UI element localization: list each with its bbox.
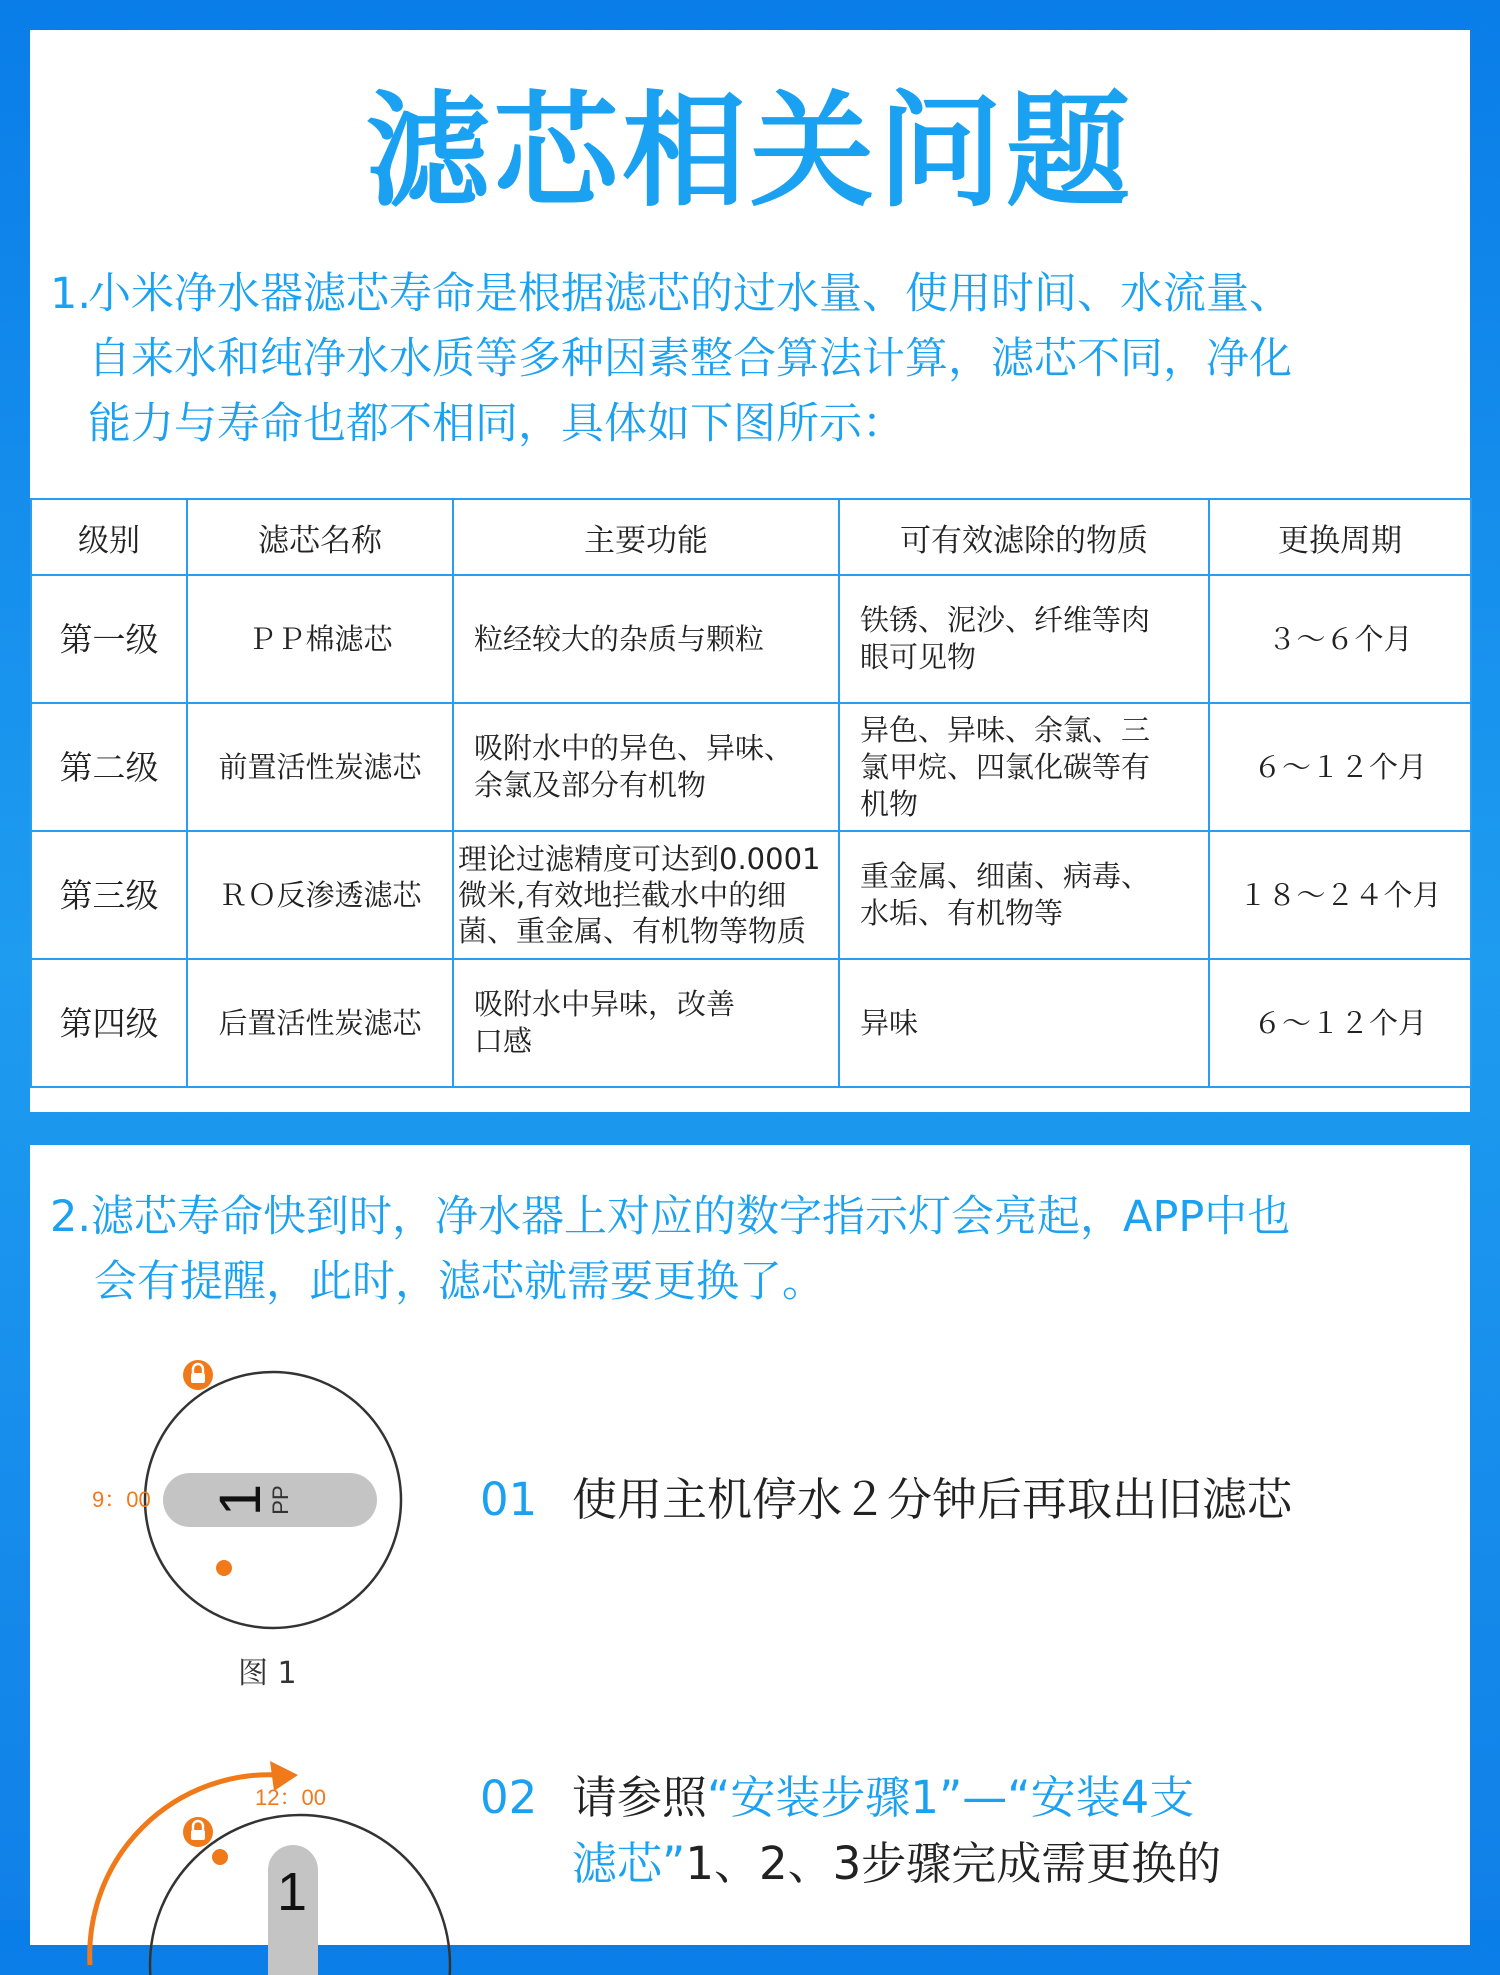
- cell-level: 第三级: [31, 831, 187, 959]
- cell-line: 水垢、有机物等: [860, 896, 1064, 930]
- indicator-dot: [212, 1849, 228, 1865]
- cell-line: 粒经较大的杂质与颗粒: [474, 621, 765, 656]
- table-row: [31, 575, 1471, 703]
- spacer-cell: [1209, 1087, 1471, 1116]
- header-level: 级别: [31, 499, 187, 575]
- section2-number: 2.: [50, 1192, 92, 1242]
- filter-table: [30, 498, 1472, 1116]
- figure2-dial: [70, 1735, 470, 1975]
- replacement-card: [30, 1145, 1470, 1945]
- dial2-time-label: 12：00: [255, 1785, 326, 1810]
- cell-line: 异味: [860, 1005, 919, 1040]
- cell-period: ６～１２个月: [1209, 959, 1471, 1087]
- cell-line: 口感: [474, 1024, 533, 1058]
- cell-line: 余氯及部分有机物: [474, 768, 707, 802]
- table-row: [31, 831, 1471, 959]
- step1: [480, 1467, 1292, 1533]
- step1-number: 01: [480, 1473, 538, 1526]
- cell-line: 氯甲烷、四氯化碳等有: [860, 749, 1151, 784]
- figure1-caption: 图 1: [238, 1656, 297, 1691]
- section2-line: 会有提醒，此时，滤芯就需要更换了。: [94, 1257, 825, 1307]
- cell-name: ＲＯ反渗透滤芯: [187, 831, 453, 959]
- cell-level: 第二级: [31, 703, 187, 831]
- cell-line: 理论过滤精度可达到0.0001: [458, 842, 821, 876]
- cell-line: 铁锈、泥沙、纤维等肉: [860, 603, 1151, 637]
- cell-line: 眼可见物: [860, 640, 977, 674]
- table-row: [31, 703, 1471, 831]
- cell-line: 异色、异味、余氯、三: [860, 712, 1151, 747]
- table-spacer-row: [31, 1087, 1471, 1116]
- step2-number: 02: [480, 1771, 538, 1824]
- dial-digit: 1: [208, 1483, 273, 1517]
- section2-intro: [50, 1185, 1450, 1315]
- cell-period: ３～６个月: [1209, 575, 1471, 703]
- cell-line: 机物: [860, 786, 919, 821]
- cell-removes: [839, 575, 1209, 703]
- cell-name: 后置活性炭滤芯: [187, 959, 453, 1087]
- spacer-cell: [453, 1087, 839, 1116]
- dial-filter-label: PP: [268, 1485, 293, 1515]
- table-header-row: [31, 499, 1471, 575]
- step2: [480, 1765, 1221, 1897]
- dial-time-label: 9：00: [92, 1487, 151, 1512]
- header-removes: 可有效滤除的物质: [839, 499, 1209, 575]
- page-title: 滤芯相关问题: [365, 80, 1134, 224]
- cell-removes: [839, 831, 1209, 959]
- header-function: 主要功能: [453, 499, 839, 575]
- section1-intro: [50, 262, 1450, 457]
- step2-link-text: 滤芯”: [572, 1837, 686, 1890]
- cell-level: 第一级: [31, 575, 187, 703]
- cell-name: 前置活性炭滤芯: [187, 703, 453, 831]
- step2-link-text: “安装步骤1”—“安装4支: [707, 1771, 1195, 1824]
- table-row: [31, 959, 1471, 1087]
- filter-info-card: [30, 30, 1470, 1112]
- section1-number: 1.: [50, 269, 92, 319]
- cell-removes: [839, 959, 1209, 1087]
- step2-text-a: 请参照: [572, 1771, 708, 1824]
- section1-line: 自来水和纯净水水质等多种因素整合算法计算，滤芯不同，净化: [88, 334, 1292, 384]
- cell-line: 吸附水中异味，改善: [474, 987, 736, 1021]
- figure1-dial: [50, 1345, 450, 1645]
- cell-name: ＰＰ棉滤芯: [187, 575, 453, 703]
- section1-line: 小米净水器滤芯寿命是根据滤芯的过水量、使用时间、水流量、: [88, 269, 1292, 319]
- header-name: 滤芯名称: [187, 499, 453, 575]
- lock-body: [191, 1830, 205, 1840]
- lock-body: [191, 1373, 205, 1383]
- cell-period: ６～１２个月: [1209, 703, 1471, 831]
- indicator-dot: [216, 1560, 232, 1576]
- cell-removes: [839, 703, 1209, 831]
- section2-line: 滤芯寿命快到时，净水器上对应的数字指示灯会亮起，APP中也: [91, 1192, 1291, 1242]
- cell-function: [453, 959, 839, 1087]
- cell-line: 微米,有效地拦截水中的细: [458, 878, 787, 912]
- cell-level: 第四级: [31, 959, 187, 1087]
- spacer-cell: [31, 1087, 187, 1116]
- cell-line: 重金属、细菌、病毒、: [860, 859, 1151, 893]
- cell-period: １８～２４个月: [1209, 831, 1471, 959]
- cell-function: [453, 575, 839, 703]
- cell-function: [453, 831, 839, 959]
- section1-line: 能力与寿命也都不相同，具体如下图所示：: [88, 399, 905, 449]
- spacer-cell: [187, 1087, 453, 1116]
- step1-text: 使用主机停水２分钟后再取出旧滤芯: [572, 1473, 1293, 1526]
- dial2-digit: 1: [276, 1862, 308, 1922]
- spacer-cell: [839, 1087, 1209, 1116]
- step2-text-d: 1、2、3步骤完成需更换的: [685, 1837, 1222, 1890]
- cell-function: [453, 703, 839, 831]
- cell-line: 吸附水中的异色、异味、: [474, 731, 794, 765]
- header-period: 更换周期: [1209, 499, 1471, 575]
- cell-line: 菌、重金属、有机物等物质: [458, 914, 807, 948]
